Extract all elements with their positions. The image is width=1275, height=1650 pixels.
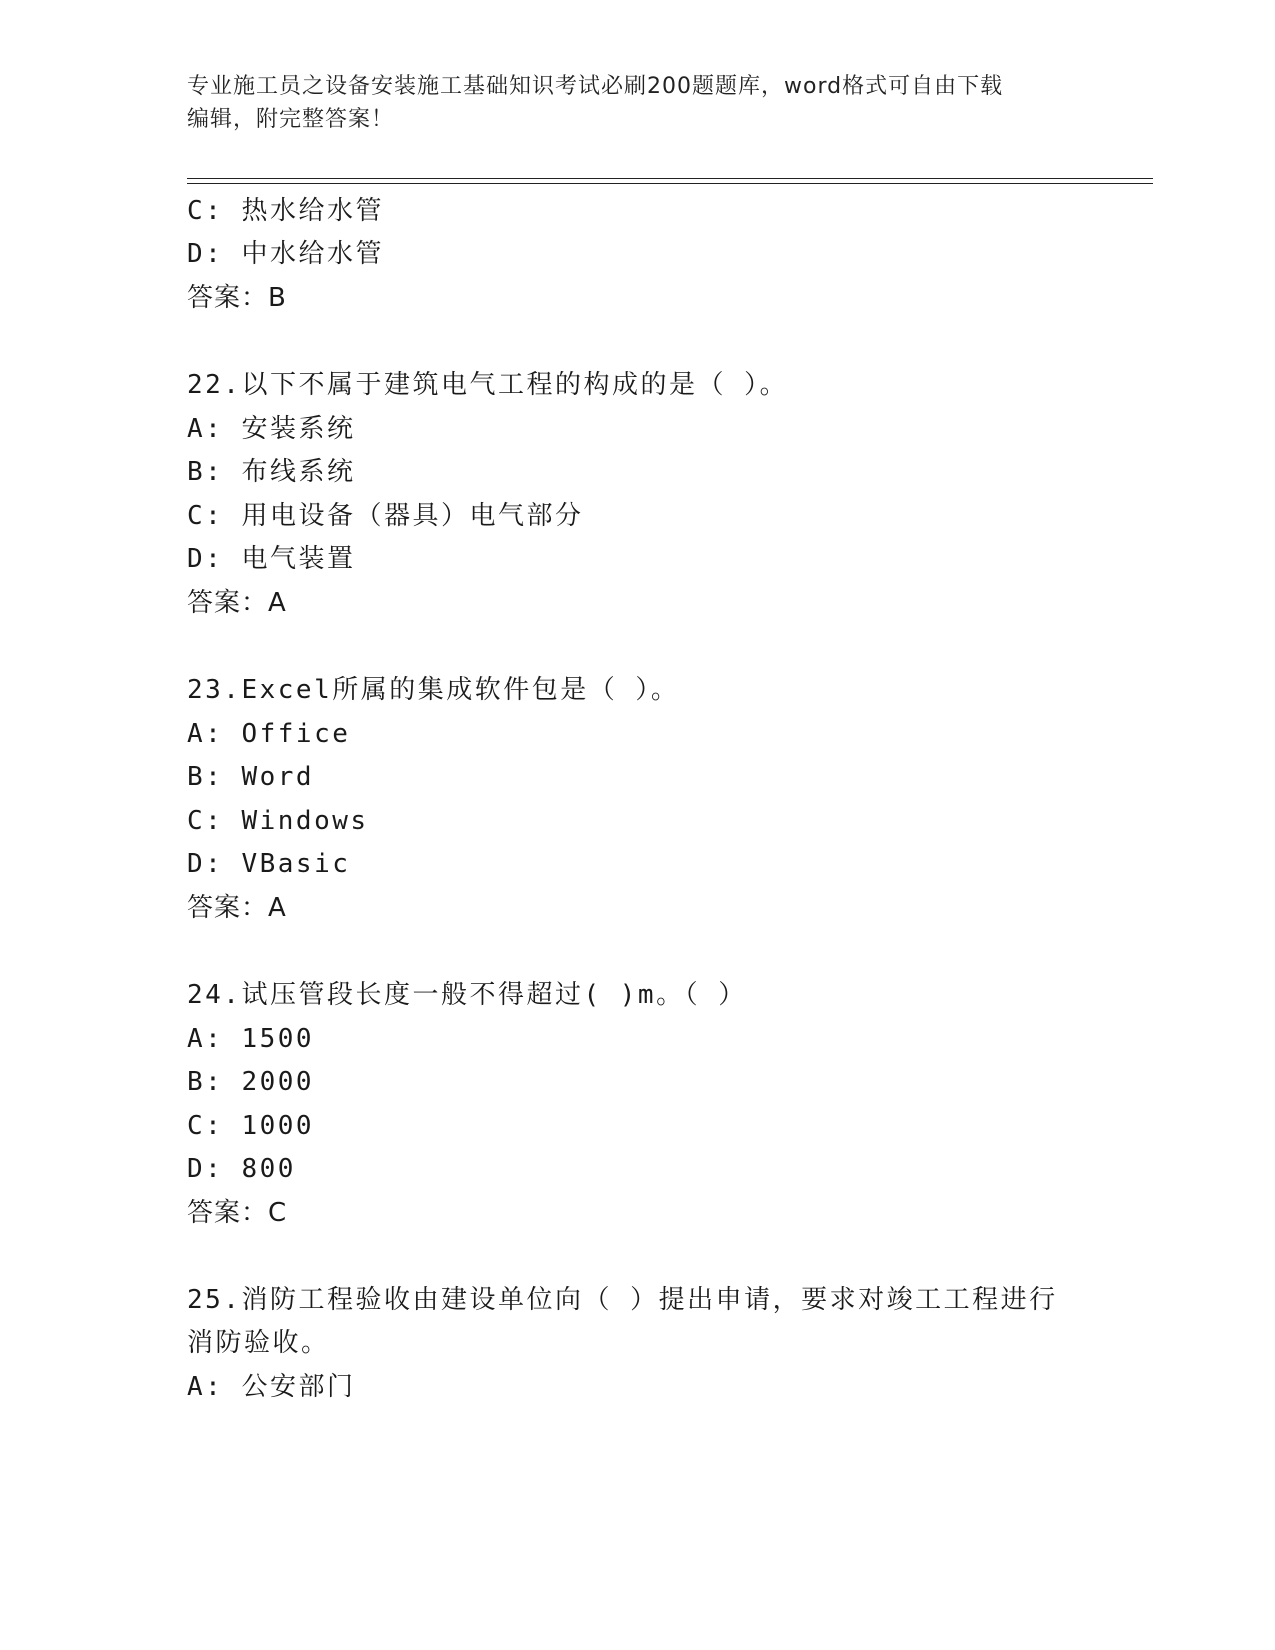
header-line-1: 专业施工员之设备安装施工基础知识考试必刷200题题库，word格式可自由下载 [187, 74, 1004, 99]
q22-stem: 22.以下不属于建筑电气工程的构成的是（ ）。 [187, 370, 789, 400]
q22-option-c: C: 用电设备（器具）电气部分 [187, 501, 584, 531]
q22-answer: 答案：A [187, 588, 287, 618]
q23-option-c: C: Windows [187, 806, 369, 836]
header-divider-top [187, 178, 1153, 179]
header-line-2: 编辑，附完整答案！ [187, 107, 395, 132]
q21-option-c: C: 热水给水管 [187, 196, 384, 226]
q24-option-a: A: 1500 [187, 1024, 315, 1054]
q23-stem: 23.Excel所属的集成软件包是（ ）。 [187, 675, 680, 705]
q24-answer: 答案：C [187, 1198, 288, 1228]
q25-stem-line-1: 25.消防工程验收由建设单位向（ ）提出申请，要求对竣工工程进行 [187, 1285, 1058, 1315]
q25-stem-line-2: 消防验收。 [187, 1328, 330, 1358]
q22-option-b: B: 布线系统 [187, 457, 356, 487]
q25-option-a: A: 公安部门 [187, 1372, 356, 1402]
q21-option-d: D: 中水给水管 [187, 239, 384, 269]
q22-option-a: A: 安装系统 [187, 414, 356, 444]
q24-option-b: B: 2000 [187, 1067, 315, 1097]
q23-answer: 答案：A [187, 893, 287, 923]
document-header [187, 70, 1067, 136]
q23-option-d: D: VBasic [187, 849, 351, 879]
header-divider-bottom [187, 183, 1153, 184]
q24-option-d: D: 800 [187, 1154, 296, 1184]
q21-answer: 答案：B [187, 283, 287, 313]
q23-option-b: B: Word [187, 762, 315, 792]
q22-option-d: D: 电气装置 [187, 544, 356, 574]
q24-option-c: C: 1000 [187, 1111, 315, 1141]
q23-option-a: A: Office [187, 719, 351, 749]
q24-stem: 24.试压管段长度一般不得超过( )m。（ ） [187, 980, 747, 1010]
